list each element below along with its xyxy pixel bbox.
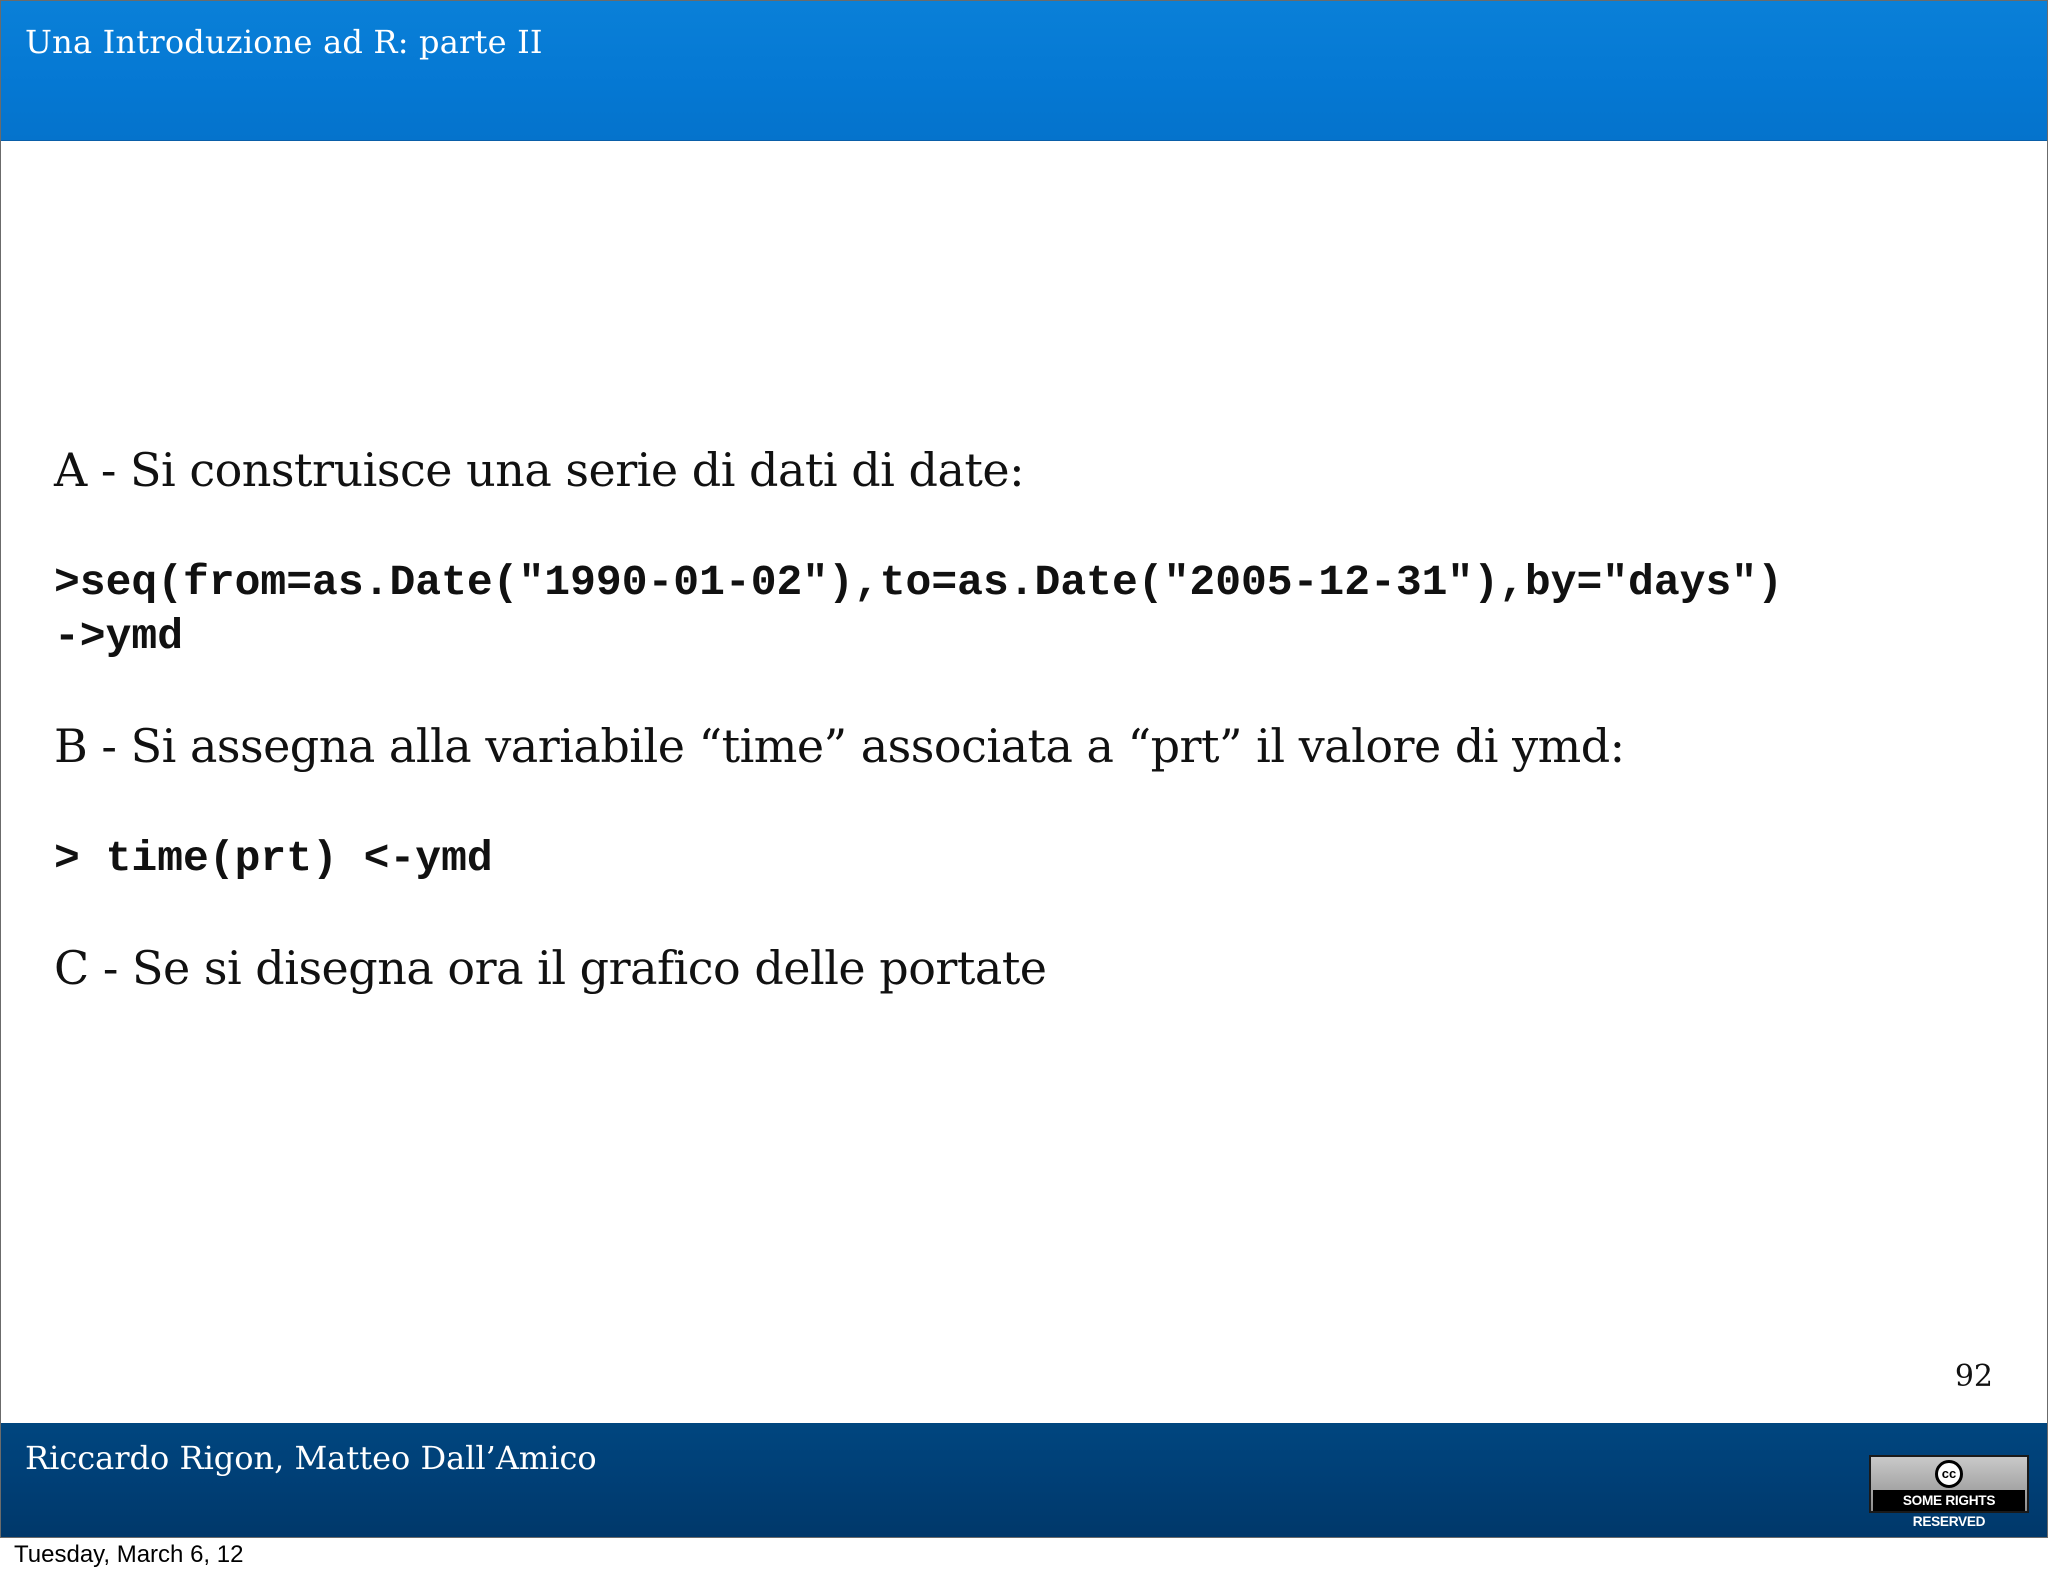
step-a-text: A - Si construisce una serie di dati di date: xyxy=(54,443,1025,497)
header-bar xyxy=(1,1,2047,141)
creative-commons-badge[interactable] xyxy=(1869,1455,2029,1529)
step-c-text: C - Se si disegna ora il grafico delle portate xyxy=(54,941,1047,995)
code-a-line-1: >seq(from=as.Date("1990-01-02"),to=as.Date("2005-12-31"),by="days") xyxy=(54,558,1783,607)
page-number: 92 xyxy=(1954,1359,1993,1394)
code-a-line-2: ->ymd xyxy=(54,612,184,661)
footer-bar xyxy=(1,1423,2047,1537)
license-text: SOME RIGHTS RESERVED xyxy=(1873,1490,2025,1511)
code-b-line: > time(prt) <-ymd xyxy=(54,834,493,883)
creative-commons-icon: cc xyxy=(1935,1460,1963,1488)
footer-authors: Riccardo Rigon, Matteo Dall’Amico xyxy=(25,1439,597,1477)
slide-header-title: Una Introduzione ad R: parte II xyxy=(25,23,543,61)
date-caption: Tuesday, March 6, 12 xyxy=(14,1541,244,1568)
step-b-text: B - Si assegna alla variabile “time” associata a “prt” il valore di ymd: xyxy=(54,719,1625,773)
